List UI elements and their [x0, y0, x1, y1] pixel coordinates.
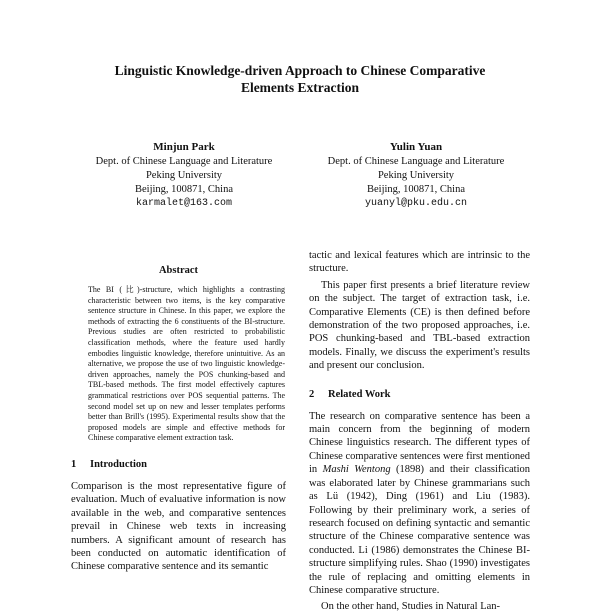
introduction-paragraph: Comparison is the most representative figure of evaluation. Much of evaluative information is now available in the web, and comparative sentences prevail in Chinese web texts in increasing numbers. A significant amount of research has been conducted on automatic identification of Chinese comparative sentence and its semantic: [71, 480, 286, 573]
author-email: karmalet@163.com: [135, 198, 232, 209]
abstract-heading: Abstract: [158, 265, 199, 276]
related-work-paragraph: [309, 410, 530, 598]
paper-title-line-1: Linguistic Knowledge-driven Approach to Chinese Comparative: [114, 63, 486, 78]
section-title: Introduction: [90, 458, 147, 470]
section-heading-related-work: [309, 388, 530, 401]
paper-title: [40, 62, 560, 96]
paragraph-continued: tactic and lexical features which are intrinsic to the structure.: [309, 250, 530, 275]
author-name: Minjun Park: [153, 141, 215, 153]
author-block-1: [64, 140, 304, 211]
author-block-2: [296, 140, 536, 211]
section-number: 2: [309, 388, 315, 400]
paragraph-nlp-studies: On the other hand, Studies in Natural Lan-: [321, 601, 501, 613]
author-city: Beijing, 100871, China: [367, 184, 465, 195]
section-title: Related Work: [328, 388, 391, 400]
related-work-text-a: The research on comparative sentence has been a main concern from the beginning of modern Chinese linguistics research. The different types of Chinese comparative sentences were first mentioned in: [309, 410, 530, 476]
section-heading-introduction: [71, 458, 286, 471]
abstract-text: The BI (比)-structure, which highlights a contrasting characteristic between two items, is the key comparative sentence structure in Chinese. In this paper, we explore the methods of extracting the 6 constituents of the BI-structure. Previous studies are often restricted to probabilistic classification methods, where the feature used hardly embodies linguistic knowledge, therefore unintuitive. As an alternative, we propose the use of two linguistic knowledge-driven approaches, namely the POS chunking-based and TBL-based methods. The first model effectively captures grammatical restrictions over POS sequential patterns. The second model set up on new and lesser templates performs better than Brill's (1995). Experimental results show that the proposed models are simple and effective methods for Chinese comparative element extraction task.: [88, 285, 285, 443]
author-name: Yulin Yuan: [389, 141, 443, 153]
author-email: yuanyl@pku.edu.cn: [364, 198, 468, 209]
author-university: Peking University: [145, 170, 223, 181]
book-title-italic: Mashi Wentong: [322, 464, 391, 476]
related-work-text-b: (1898) and their classification was elaborated later by Chinese grammarians such as Lü (1942), Ding (1961) and Liu (1983). Following by their preliminary work, a series of research focused on defining syntactic and semantic structure of the Chinese comparative sentence was conducted. Li (1986) demonstrates the Chinese BI-structure simplifying rules. Shao (1990) investigates the rule of replacing and omitting elements in Chinese comparative structure.: [309, 464, 530, 596]
section-number: 1: [71, 458, 77, 470]
author-dept: Dept. of Chinese Language and Literature: [95, 156, 273, 167]
right-column: [309, 249, 530, 614]
author-university: Peking University: [377, 170, 455, 181]
author-city: Beijing, 100871, China: [135, 184, 233, 195]
paragraph-overview: This paper first presents a brief literature review on the subject. The target of extraction task, i.e. Comparative Elements (CE) is then defined before demonstration of the two proposed approaches, i.e. POS chunking-based and TBL-based extraction models. Finally, we discuss the experiment's results and present our conclusion.: [309, 279, 530, 372]
left-column: [71, 265, 286, 574]
author-dept: Dept. of Chinese Language and Literature: [327, 156, 505, 167]
paper-title-line-2: Elements Extraction: [240, 80, 360, 95]
